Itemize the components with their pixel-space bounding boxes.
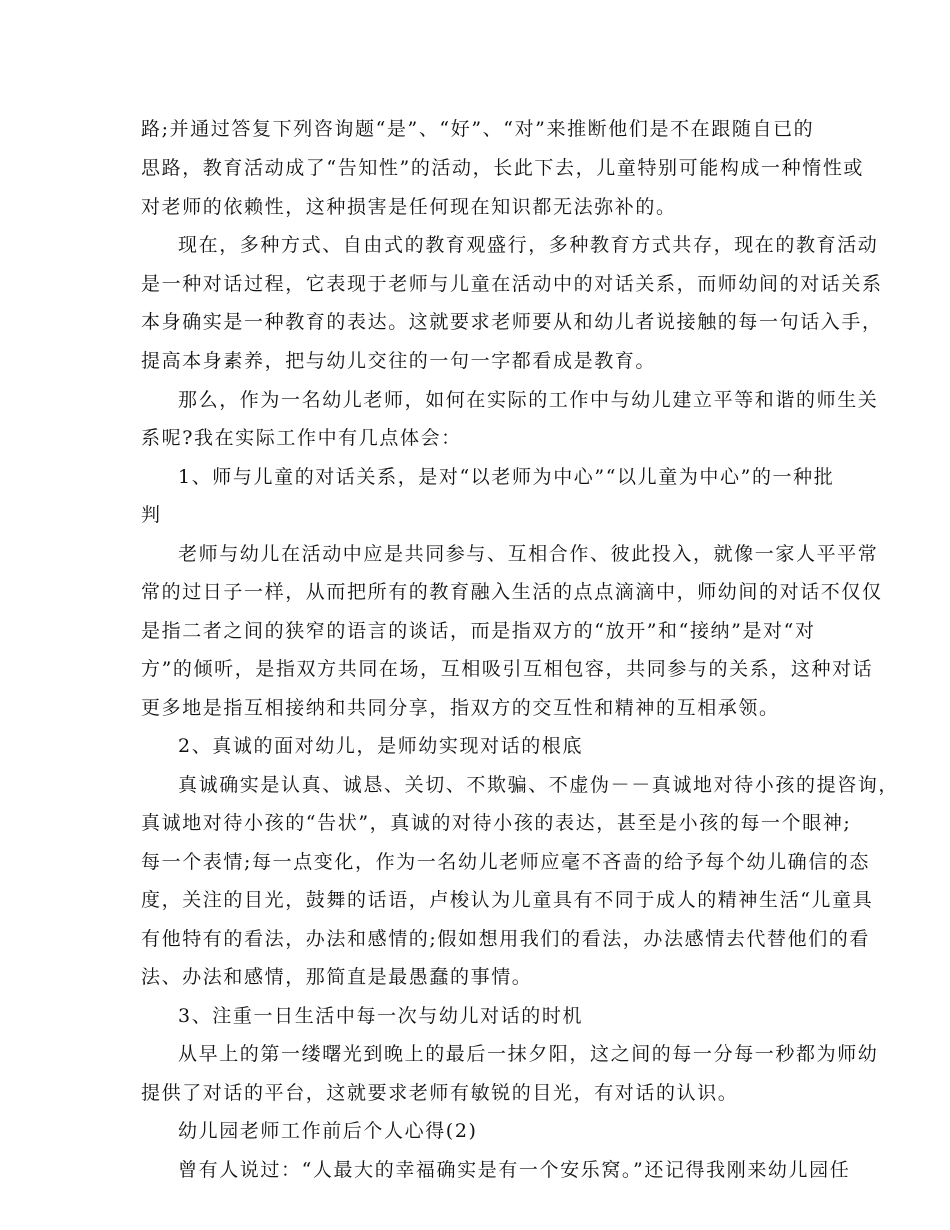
text-line: 方”的倾听，是指双方共同在场，互相吸引互相包容，共同参与的关系，这种对话 [141,658,874,680]
text-line: 对老师的依赖性，这种损害是任何现在知识都无法弥补的。 [141,196,677,218]
text-line: 从早上的第一缕曙光到晚上的最后一抹夕阳，这之间的每一分每一秒都为师幼 [178,1043,879,1065]
text-line: 有他特有的看法，办法和感情的;假如想用我们的看法，办法感情去代替他们的看 [141,928,871,950]
text-line: 老师与幼儿在活动中应是共同参与、互相合作、彼此投入，就像一家人平平常 [178,543,879,565]
section-heading: 幼儿园老师工作前后个人心得(2) [178,1120,478,1142]
text-line: 那么，作为一名幼儿老师，如何在实际的工作中与幼儿建立平等和谐的师生关 [178,389,879,411]
text-line: 3、注重一日生活中每一次与幼儿对话的时机 [178,1005,584,1027]
text-line: 度，关注的目光，鼓舞的话语，卢梭认为儿童具有不同于成人的精神生活“儿童具 [141,889,874,911]
text-line: 法、办法和感情，那简直是最愚蠢的事情。 [141,966,533,988]
text-line: 2、真诚的面对幼儿，是师幼实现对话的根底 [178,735,584,757]
text-line: 系呢?我在实际工作中有几点体会： [141,427,462,449]
text-line: 是指二者之间的狭窄的语言的谈话，而是指双方的“放开”和“接纳”是对“对 [141,620,816,642]
text-line: 提供了对话的平台，这就要求老师有敏锐的目光，有对话的认识。 [141,1082,739,1104]
text-line: 真诚地对待小孩的“告状”，真诚的对待小孩的表达，甚至是小孩的每一个眼神; [141,812,852,834]
text-line: 常的过日子一样，从而把所有的教育融入生活的点点滴滴中，师幼间的对话不仅仅 [141,581,883,603]
text-line: 提高本身素养，把与幼儿交往的一句一字都看成是教育。 [141,350,657,372]
text-line: 1、师与儿童的对话关系，是对“以老师为中心”“以儿童为中心”的一种批 [178,466,835,488]
text-line: 路;并通过答复下列咨询题“是”、“好”、“对”来推断他们是不在跟随自已的 [141,118,815,140]
text-line: 思路，教育活动成了“告知性”的活动，长此下去，儿童特别可能构成一种惰性或 [141,157,865,179]
text-line: 曾有人说过：“人最大的幸福确实是有一个安乐窝。”还记得我刚来幼儿园任 [178,1159,851,1181]
text-line: 本身确实是一种教育的表达。这就要求老师要从和幼儿者说接触的每一句话入手， [141,311,883,333]
text-line: 现在，多种方式、自由式的教育观盛行，多种教育方式共存，现在的教育活动 [178,234,879,256]
text-line: 更多地是指互相接纳和共同分享，指双方的交互性和精神的互相承领。 [141,697,780,719]
text-line: 真诚确实是认真、诚恳、关切、不欺骗、不虚伪－－真诚地对待小孩的提咨询， [178,774,900,796]
text-line: 判 [141,504,162,526]
text-line: 是一种对话过程，它表现于老师与儿童在活动中的对话关系，而师幼间的对话关系 [141,273,883,295]
text-line: 每一个表情;每一点变化，作为一名幼儿老师应毫不吝啬的给予每个幼儿确信的态 [141,851,871,873]
